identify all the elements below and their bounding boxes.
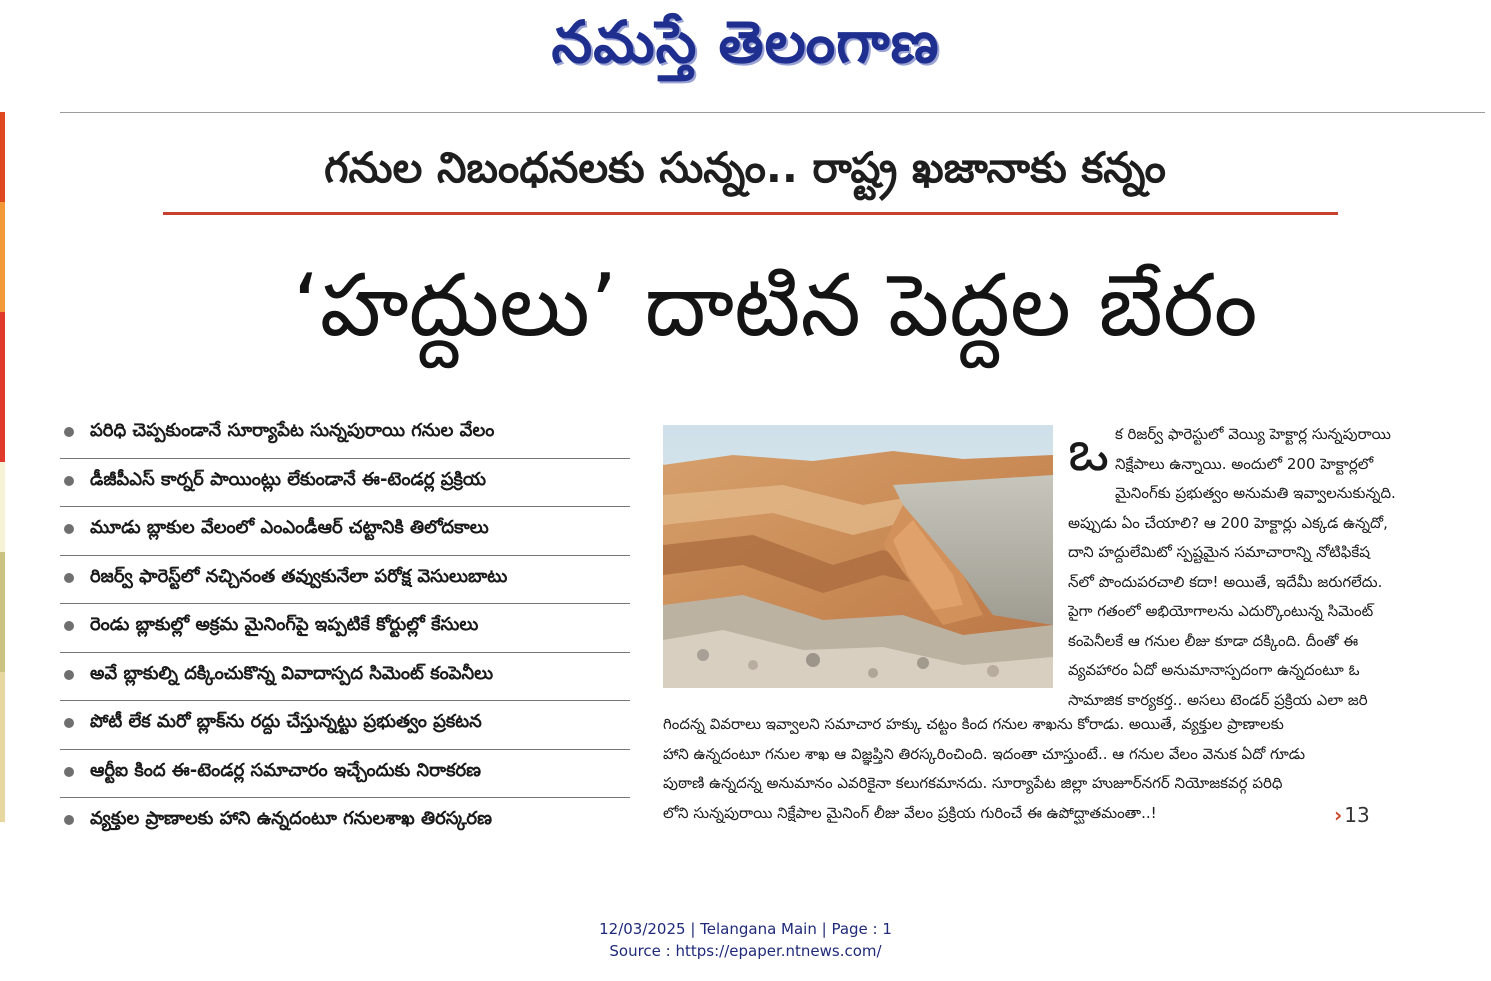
page-edge-strip	[0, 672, 5, 822]
highlight-text: వ్యక్తుల ప్రాణాలకు హాని ఉన్నదంటూ గనులశాఖ తిరస్కరణ	[90, 808, 492, 829]
page-edge-strip	[0, 202, 5, 312]
highlight-item	[60, 459, 630, 508]
body-line: హాని ఉన్నదంటూ గనుల శాఖ ఆ విజ్ఞప్తిని తిరస్కరించింది. ఇదంతా చూస్తుంటే.. ఆ గనుల వేలం వెనుక ఏదో గూడు	[663, 744, 1306, 763]
body-line: పైగా గతంలో అభియోగాలను ఎదుర్కొంటున్న సిమెంట్‌	[1068, 602, 1374, 620]
highlight-text: అవే బ్లాకుల్ని దక్కించుకొన్న వివాదాస్పద సిమెంట్‌ కంపెనీలు	[90, 662, 494, 684]
highlight-item	[60, 507, 630, 556]
drop-cap: ఒ	[1068, 419, 1109, 484]
bullet-icon	[64, 476, 74, 486]
newspaper-masthead: నమస్తే తెలంగాణ	[551, 8, 940, 76]
jump-page-number: 13	[1344, 803, 1370, 827]
body-line: నిక్షేపాలు ఉన్నాయి. అందులో 200 హెక్టార్లలో	[1114, 454, 1374, 473]
highlight-text: మూడు బ్లాకుల వేలంలో ఎంఎండీఆర్‌ చట్టానికి తిలోదకాలు	[90, 517, 489, 538]
body-line: గిందన్న వివరాలు ఇవ్వాలని సమాచార హక్కు చట్టం కింద గనుల శాఖను కోరాడు. అయితే, వ్యక్తుల ప్రాణాలకు	[663, 715, 1284, 733]
body-line: కంపెనీలకే ఆ గనుల లీజు కూడా దక్కింది. దీంతో ఈ	[1068, 631, 1359, 650]
article-kicker: గనుల నిబంధనలకు సున్నం.. రాష్ట్ర ఖజానాకు కన్నం	[324, 143, 1166, 192]
highlight-item	[60, 410, 630, 459]
body-line: పుఠాణి ఉన్నదన్న అనుమానం ఎవరికైనా కలుగకమానదు. సూర్యాపేట జిల్లా హుజూర్‌నగర్‌ నియోజకవర్గ పరిధి	[663, 774, 1283, 792]
highlight-item	[60, 750, 630, 799]
kicker-underline	[163, 212, 1338, 215]
body-line: సామాజిక కార్యకర్త.. అసలు టెండర్‌ ప్రక్రియ ఎలా జరి	[1068, 690, 1368, 709]
body-line: న్‌లో పొందుపరచాలి కదా! అయితే, ఇదేమీ జరుగలేదు.	[1068, 572, 1383, 591]
highlights-list	[60, 410, 630, 847]
highlight-text: పోటీ లేక మరో బ్లాక్‌ను రద్దు చేస్తున్నట్టు ప్రభుత్వం ప్రకటన	[90, 711, 482, 732]
highlight-item	[60, 653, 630, 702]
body-line: వ్యవహారం ఏదో అనుమానాస్పదంగా ఉన్నదంటూ ఓ	[1068, 661, 1360, 679]
page-edge-strip	[0, 312, 5, 462]
highlight-item	[60, 798, 630, 847]
body-line: లోని సున్నపురాయి నిక్షేపాల మైనింగ్‌ లీజు వేలం ప్రక్రియ గురించే ఈ ఉపోద్ఘాతమంతా..!	[663, 803, 1157, 822]
chevron-right-icon: ›	[1334, 803, 1343, 827]
source-link[interactable]: Source : https://epaper.ntnews.com/	[609, 942, 882, 960]
page-edge-strip	[0, 112, 5, 202]
bullet-icon	[64, 573, 74, 583]
highlight-item	[60, 701, 630, 750]
bullet-icon	[64, 718, 74, 728]
article-body-column	[1068, 420, 1451, 715]
highlight-text: రెండు బ్లాకుల్లో అక్రమ మైనింగ్‌పై ఇప్పటికే కోర్టుల్లో కేసులు	[90, 614, 479, 635]
bullet-icon	[64, 670, 74, 680]
body-line: క రిజర్వ్‌ ఫారెస్టులో వెయ్యి హెక్టార్ల సున్నపురాయి	[1114, 425, 1391, 443]
highlight-item	[60, 556, 630, 605]
bullet-icon	[64, 427, 74, 437]
edition-info: 12/03/2025 | Telangana Main | Page : 1	[599, 920, 892, 938]
highlight-text: ఆర్టీఐ కింద ఈ-టెండర్ల సమాచారం ఇచ్చేందుకు నిరాకరణ	[90, 759, 482, 781]
bullet-icon	[64, 767, 74, 777]
page-footer	[0, 918, 1491, 962]
page-edge-strip	[0, 552, 5, 672]
highlight-text: డీజీపీఎస్‌ కార్నర్‌ పాయింట్లు లేకుండానే ఈ-టెండర్ల ప్రక్రియ	[90, 468, 487, 490]
quarry-photo	[663, 425, 1053, 688]
bullet-icon	[64, 524, 74, 534]
bullet-icon	[64, 815, 74, 825]
highlight-text: రిజర్వ్‌ ఫారెస్ట్‌లో నచ్చినంత తవ్వుకునేలా పరోక్ష వెసులుబాటు	[90, 565, 508, 587]
highlight-item	[60, 604, 630, 653]
highlight-text: పరిధి చెప్పకుండానే సూర్యాపేట సున్నపురాయి గనుల వేలం	[90, 420, 495, 441]
continued-on-page[interactable]	[1334, 800, 1370, 830]
page-edge-strip	[0, 462, 5, 552]
masthead-divider	[60, 112, 1485, 113]
body-line: అప్పుడు ఏం చేయాలి? ఆ 200 హెక్టార్లు ఎక్కడ ఉన్నదో,	[1068, 513, 1388, 532]
bullet-icon	[64, 621, 74, 631]
body-line: మైనింగ్‌కు ప్రభుత్వం అనుమతి ఇవ్వాలనుకున్నది.	[1114, 484, 1396, 502]
article-headline: ‘హద్దులు’ దాటిన పెద్దల బేరం	[292, 256, 1258, 356]
body-line: దాని హద్దులేమిటో స్పష్టమైన సమాచారాన్ని నోటిఫికేష	[1068, 543, 1370, 561]
